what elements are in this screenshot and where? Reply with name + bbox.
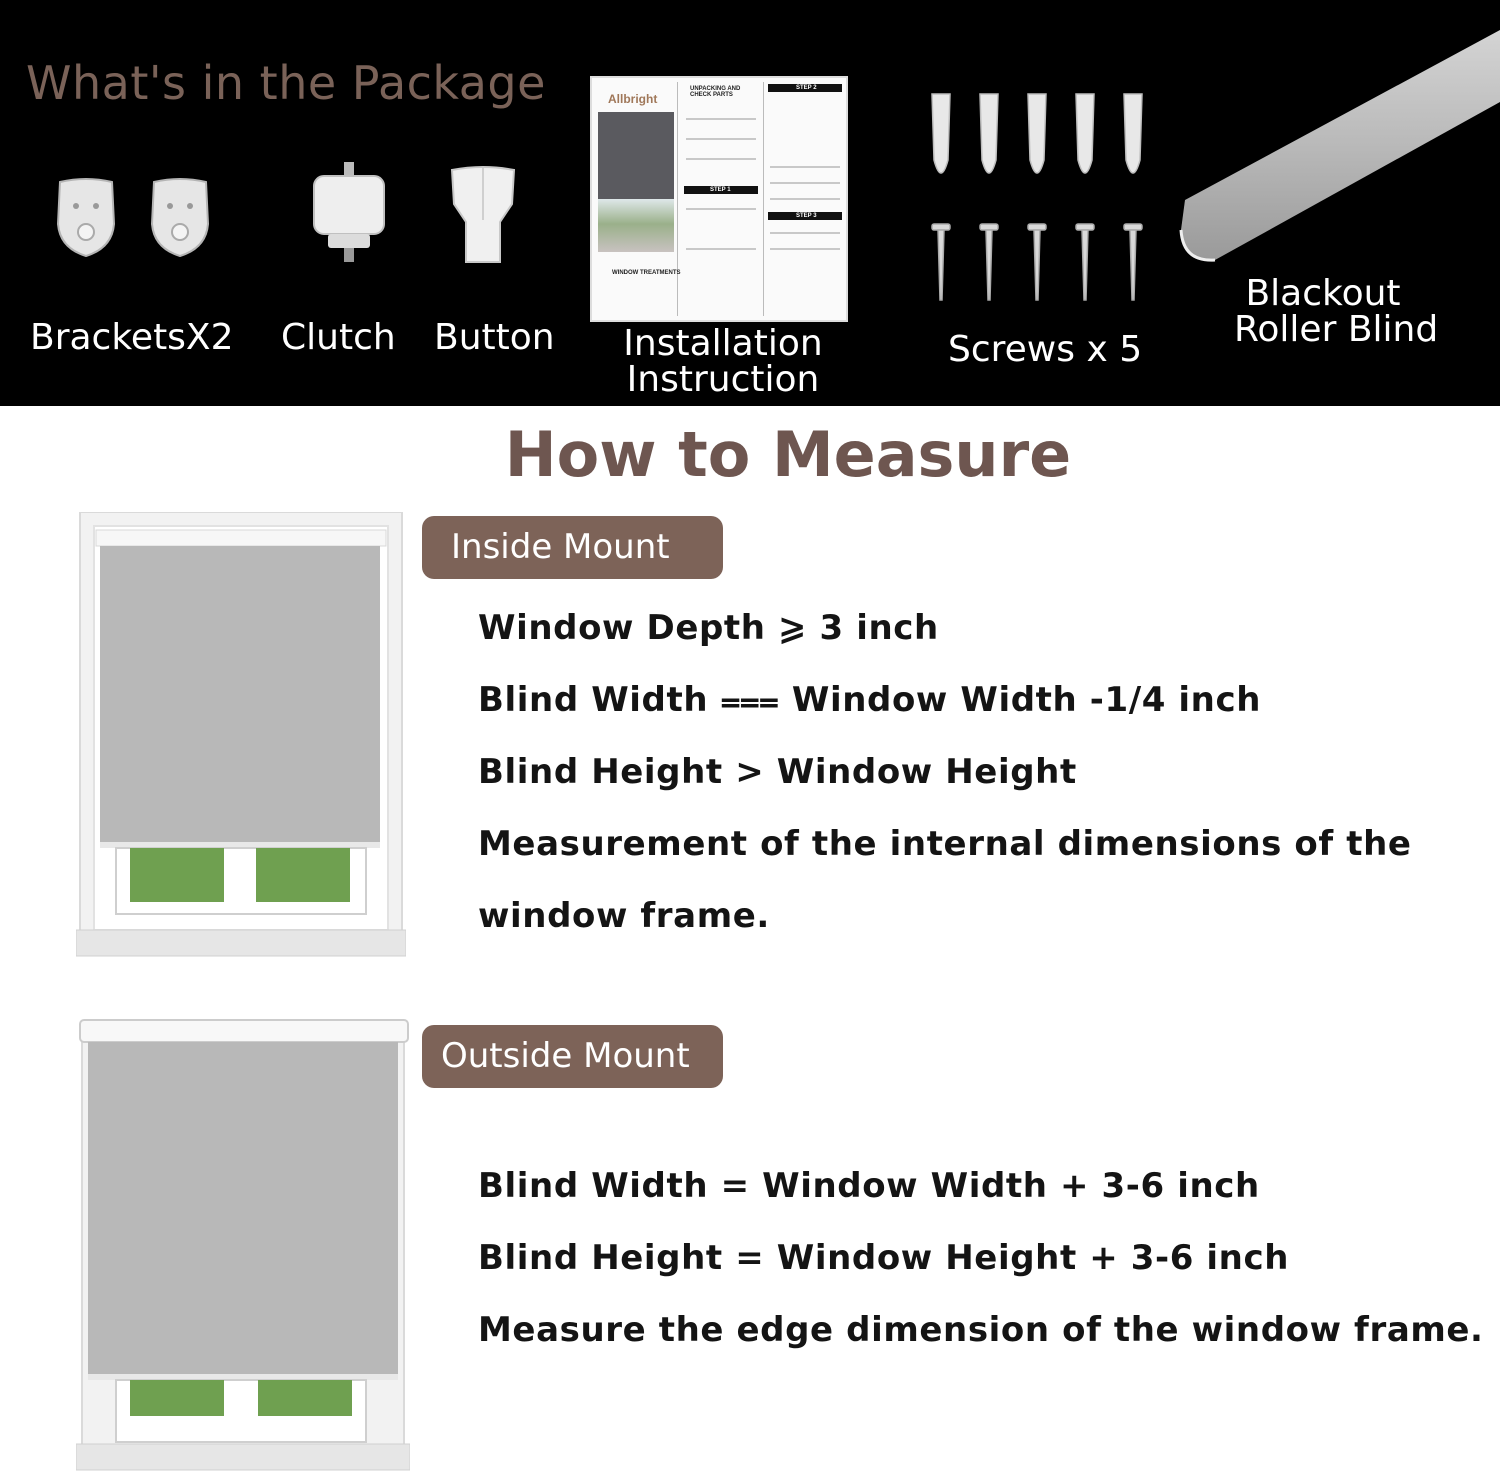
manual-cover-title: WINDOW TREATMENTS — [612, 270, 681, 276]
inside-line-blind-width: Blind Width ⩶ Window Width -1/4 inch — [478, 680, 1262, 720]
button-part-image — [448, 164, 518, 264]
manual-heading: UNPACKING AND CHECK PARTS — [690, 86, 741, 98]
screws-label: Screws x 5 — [948, 329, 1143, 370]
screws-anchors-image — [920, 90, 1160, 306]
manual-step1: STEP 1 — [710, 187, 731, 193]
how-to-measure-title: How to Measure — [504, 418, 1072, 491]
inside-line-window-depth: Window Depth ⩾ 3 inch — [478, 608, 939, 648]
roller-blind-image — [1175, 30, 1500, 270]
outside-line-blind-width: Blind Width = Window Width + 3-6 inch — [478, 1166, 1260, 1206]
outside-line-note: Measure the edge dimension of the window frame. — [478, 1310, 1484, 1350]
manual-step3: STEP 3 — [796, 213, 817, 219]
outside-mount-window-image — [76, 1018, 410, 1472]
clutch-label: Clutch — [281, 317, 396, 358]
outside-line-blind-height: Blind Height = Window Height + 3-6 inch — [478, 1238, 1290, 1278]
manual-label-line1: Installation — [623, 323, 823, 364]
bracket-right-image — [148, 176, 212, 258]
package-title: What's in the Package — [26, 56, 546, 110]
inside-mount-window-image — [76, 512, 406, 958]
bracket-left-image — [54, 176, 118, 258]
inside-mount-tag: Inside Mount — [422, 516, 723, 579]
brackets-label: BracketsX2 — [30, 317, 234, 358]
inside-line-note-1: Measurement of the internal dimensions of the — [478, 824, 1412, 864]
button-label: Button — [434, 317, 555, 358]
inside-line-note-2: window frame. — [478, 896, 770, 936]
clutch-image — [310, 162, 388, 262]
manual-cover-photo — [598, 112, 674, 252]
outside-mount-tag: Outside Mount — [422, 1025, 723, 1088]
installation-manual-image — [590, 76, 848, 322]
package-contents-band — [0, 0, 1500, 406]
manual-brand-text: Allbright — [608, 92, 658, 106]
inside-line-blind-height: Blind Height > Window Height — [478, 752, 1077, 792]
manual-step2: STEP 2 — [796, 85, 817, 91]
blind-label-line2: Roller Blind — [1234, 309, 1439, 350]
manual-label-line2: Instruction — [626, 359, 820, 400]
blind-label-line1: Blackout — [1245, 273, 1401, 314]
